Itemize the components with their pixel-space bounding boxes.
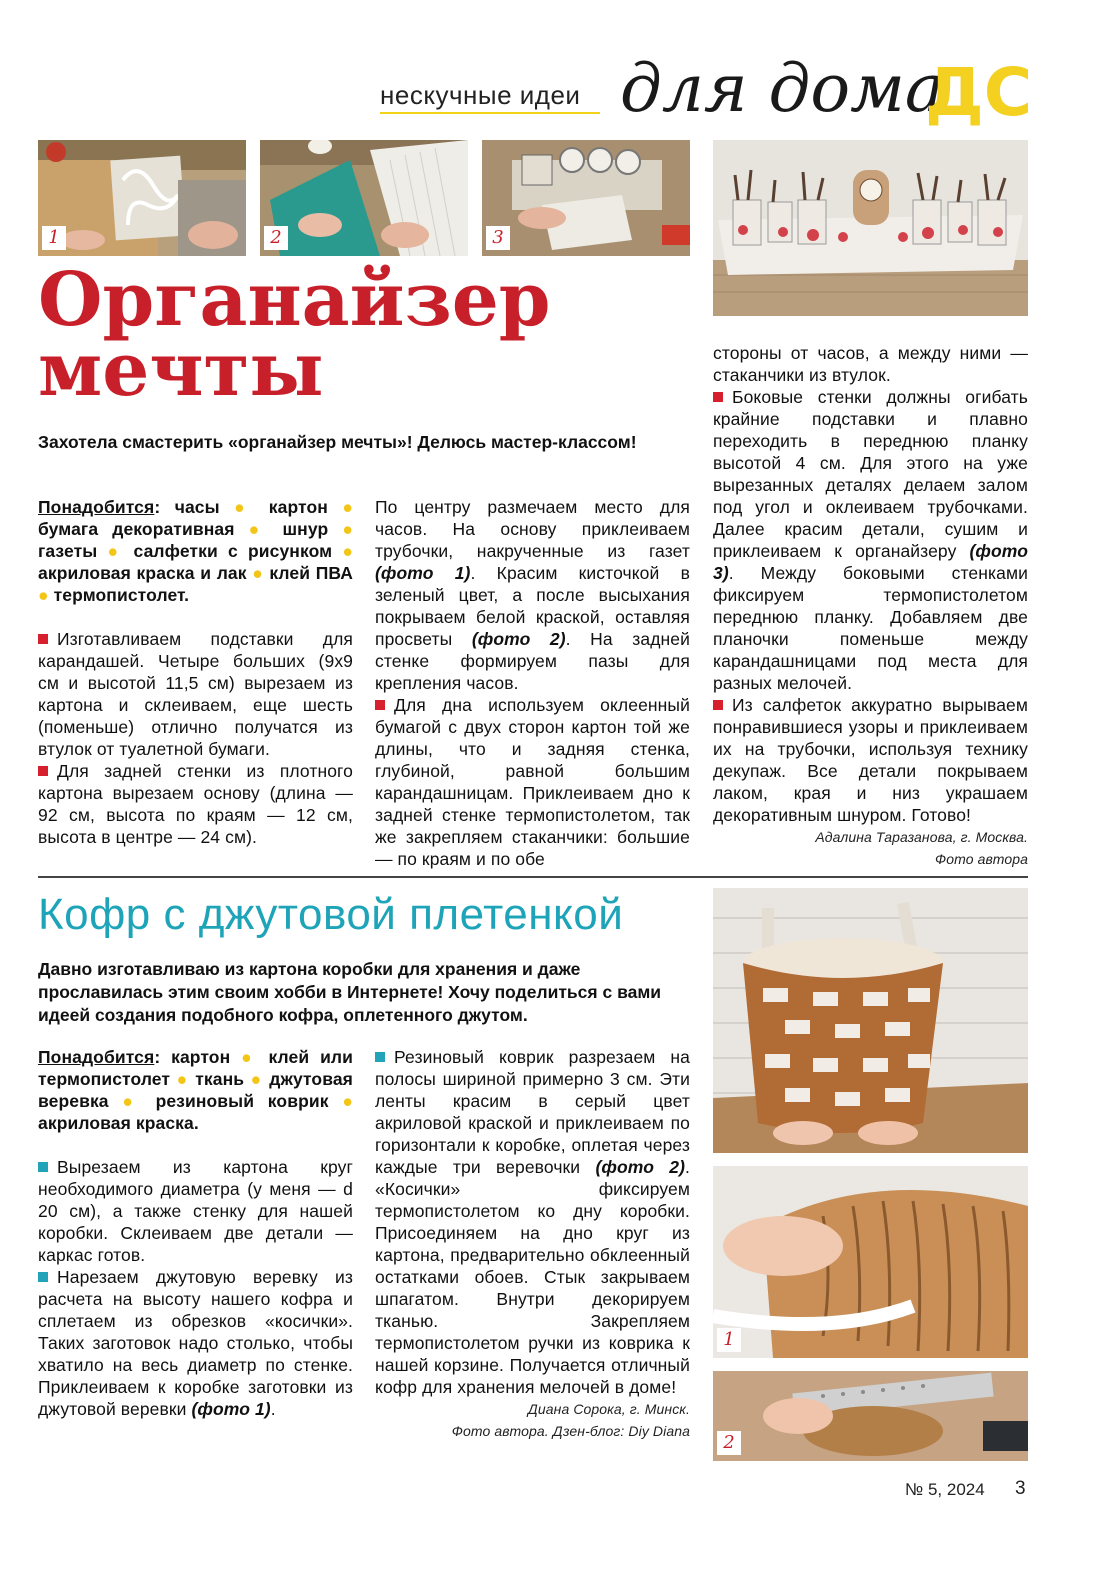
article1-column-2 xyxy=(375,496,690,870)
paragraph: Для задней стенки из плотного картона вырезаем основу (длина — 92 см, высота по краям — 12 см, высота в центре — 24 см). xyxy=(38,761,353,847)
article-title xyxy=(38,257,678,413)
organizer-photo-2 xyxy=(260,140,468,256)
requirements-label: Понадобится xyxy=(38,497,155,517)
requirement-item: шнур xyxy=(282,519,329,539)
photo-number: 2 xyxy=(717,1431,741,1455)
requirements-list: Понадобится: часы ● картон ● бумага декоративная ● шнур ● газеты ● салфетки с рисунком ● акриловая краска и лак ● клей ПВА ● термопистолет. xyxy=(38,497,354,605)
photo-reference: (фото 1) xyxy=(375,563,471,583)
section-kicker: нескучные идеи xyxy=(380,80,581,110)
article-lead: Захотела смастерить «органайзер мечты»! Делюсь мастер-классом! xyxy=(38,432,637,452)
basket-photo-2 xyxy=(713,1371,1028,1461)
bullet-square xyxy=(38,634,48,644)
magazine-logo-text: ДС xyxy=(925,54,1033,131)
photo-number: 3 xyxy=(486,226,510,250)
photo-credit: Фото автора xyxy=(935,851,1028,867)
organizer-photo-3 xyxy=(482,140,690,256)
paragraph: Резиновый коврик разрезаем на полосы шириной примерно 3 см. Эти ленты красим в серый цвет акриловой краской и приклеиваем по горизонтали к коробке, оплетая через каждые три веревочки (фото 2). «Косички» фиксируем термопистолетом ко дну коробки. Присоединяем на дно круг из картона, предварительно обклеенный остатками обоев. Стык закрываем шпагатом. Внутри декорируем тканью. Закрепляем термопистолетом ручки из коврика к нашей корзине. Получается отличный кофр для хранения мелочей в доме! xyxy=(375,1047,690,1397)
paragraph: Изготавливаем подставки для карандашей. Четыре больших (9x9 см и высотой 11,5 см) вырезаем из картона и склеиваем, еще шесть (поменьше) отлично получатся из втулок от туалетной бумаги. xyxy=(38,629,353,759)
bullet-square xyxy=(375,1052,385,1062)
requirement-item: часы xyxy=(174,497,220,517)
article2-column-1 xyxy=(38,1046,353,1420)
article2-title: Кофр с джутовой плетенкой xyxy=(38,890,624,939)
author-signature: Диана Сорока, г. Минск. xyxy=(527,1401,690,1417)
basket-photo-1 xyxy=(713,1166,1028,1358)
requirement-item: газеты xyxy=(38,541,98,561)
requirement-item: акриловая краска. xyxy=(38,1113,199,1133)
organizer-main-photo xyxy=(713,140,1028,316)
article2-lead: Давно изготавливаю из картона коробки для хранения и даже прославилась этим своим хобби в Интернете! Хочу поделиться с вами идеей создания подобного кофра, оплетенного джутом. xyxy=(38,959,662,1025)
issue-number: № 5, 2024 xyxy=(905,1480,985,1499)
requirement-item: картон xyxy=(268,497,328,517)
kicker-underline xyxy=(380,112,600,114)
requirement-item: джутовая веревка xyxy=(38,1069,353,1111)
author-signature: Адалина Таразанова, г. Москва. xyxy=(815,829,1028,845)
paragraph: Боковые стенки должны огибать крайние подставки и плавно переходить в переднюю планку высотой 4 см. Для этого на уже вырезанных деталях делаем залом под угол и оклеиваем трубочками. Далее красим детали, сушим и приклеиваем к органайзеру (фото 3). Между боковыми стенками фиксируем термопистолетом переднюю планку. Добавляем две планочки поменьше между карандашницами под места для разных мелочей. xyxy=(713,387,1028,693)
organizer-photo-1 xyxy=(38,140,246,256)
photo-reference: (фото 2) xyxy=(595,1157,686,1177)
bullet-square xyxy=(38,1162,48,1172)
photo-number: 1 xyxy=(717,1328,741,1352)
photo-reference: (фото 3) xyxy=(713,541,1028,583)
requirements-label: Понадобится xyxy=(38,1047,155,1067)
bullet-square xyxy=(38,1272,48,1282)
magazine-logo xyxy=(925,54,1033,131)
section-title: для дома xyxy=(620,50,945,127)
photo-number: 1 xyxy=(42,226,66,250)
paragraph: Вырезаем из картона круг необходимого диаметра (у меня — d 20 см), а также стенку для нашей коробки. Склеиваем две детали — каркас готов. xyxy=(38,1157,353,1265)
photo-reference: (фото 2) xyxy=(471,629,566,649)
bullet-square xyxy=(713,392,723,402)
article2-column-2 xyxy=(375,1046,690,1442)
article1-column-1 xyxy=(38,496,353,848)
requirement-item: ткань xyxy=(195,1069,245,1089)
article-title-line-2: мечты xyxy=(38,327,324,413)
requirement-item: термопистолет. xyxy=(53,585,190,605)
article-title-line-1: Органайзер xyxy=(38,257,551,343)
paragraph: Для дна используем оклеенный бумагой с двух сторон картон той же длины, что и задняя стенка, глубиной, равной большим карандашницам. Приклеиваем дно к задней стенке термопистолетом, так же закрепляем стаканчики: большие — по краям и по обе xyxy=(375,695,690,869)
requirement-item: бумага декоративная xyxy=(38,519,235,539)
bullet-square xyxy=(375,700,385,710)
article-divider xyxy=(38,876,1028,878)
photo-number: 2 xyxy=(264,226,288,250)
bullet-square xyxy=(713,700,723,710)
requirements-list: Понадобится: картон ● клей или термопистолет ● ткань ● джутовая веревка ● резиновый коврик ● акриловая краска. xyxy=(38,1047,354,1133)
requirement-item: акриловая краска и лак xyxy=(38,563,247,583)
requirement-item: резиновый коврик xyxy=(155,1091,329,1111)
photo-credit: Фото автора. Дзен-блог: Diy Diana xyxy=(451,1423,690,1439)
basket-main-photo xyxy=(713,888,1028,1153)
paragraph: По центру размечаем место для часов. На основу приклеиваем трубочки, накрученные из газет (фото 1). Красим кисточкой в зеленый цвет, а после высыхания покрываем белой краской, оставляя просветы (фото 2). На задней стенке формируем пазы для крепления часов. xyxy=(375,497,690,693)
paragraph: Из салфеток аккуратно вырываем понравившиеся узоры и приклеиваем их на трубочки, используя технику декупаж. Все детали покрываем лаком, края и низ украшаем декоративным шнуром. Готово! xyxy=(713,695,1028,825)
paragraph: Нарезаем джутовую веревку из расчета на высоту нашего кофра и сплетаем из обрезков «косички». Таких заготовок надо столько, чтобы хватило на весь диаметр по стенке. Приклеиваем к коробке заготовки из джутовой веревки (фото 1). xyxy=(38,1267,353,1419)
bullet-square xyxy=(38,766,48,776)
page-number: 3 xyxy=(1015,1478,1026,1499)
requirement-item: салфетки с рисунком xyxy=(133,541,333,561)
requirement-item: картон xyxy=(171,1047,231,1067)
requirement-item: клей или термопистолет xyxy=(38,1047,354,1089)
paragraph: стороны от часов, а между ними — стаканчики из втулок. xyxy=(713,343,1028,385)
requirement-item: клей ПВА xyxy=(269,563,353,583)
photo-reference: (фото 1) xyxy=(191,1399,271,1419)
article1-column-3 xyxy=(713,342,1028,870)
